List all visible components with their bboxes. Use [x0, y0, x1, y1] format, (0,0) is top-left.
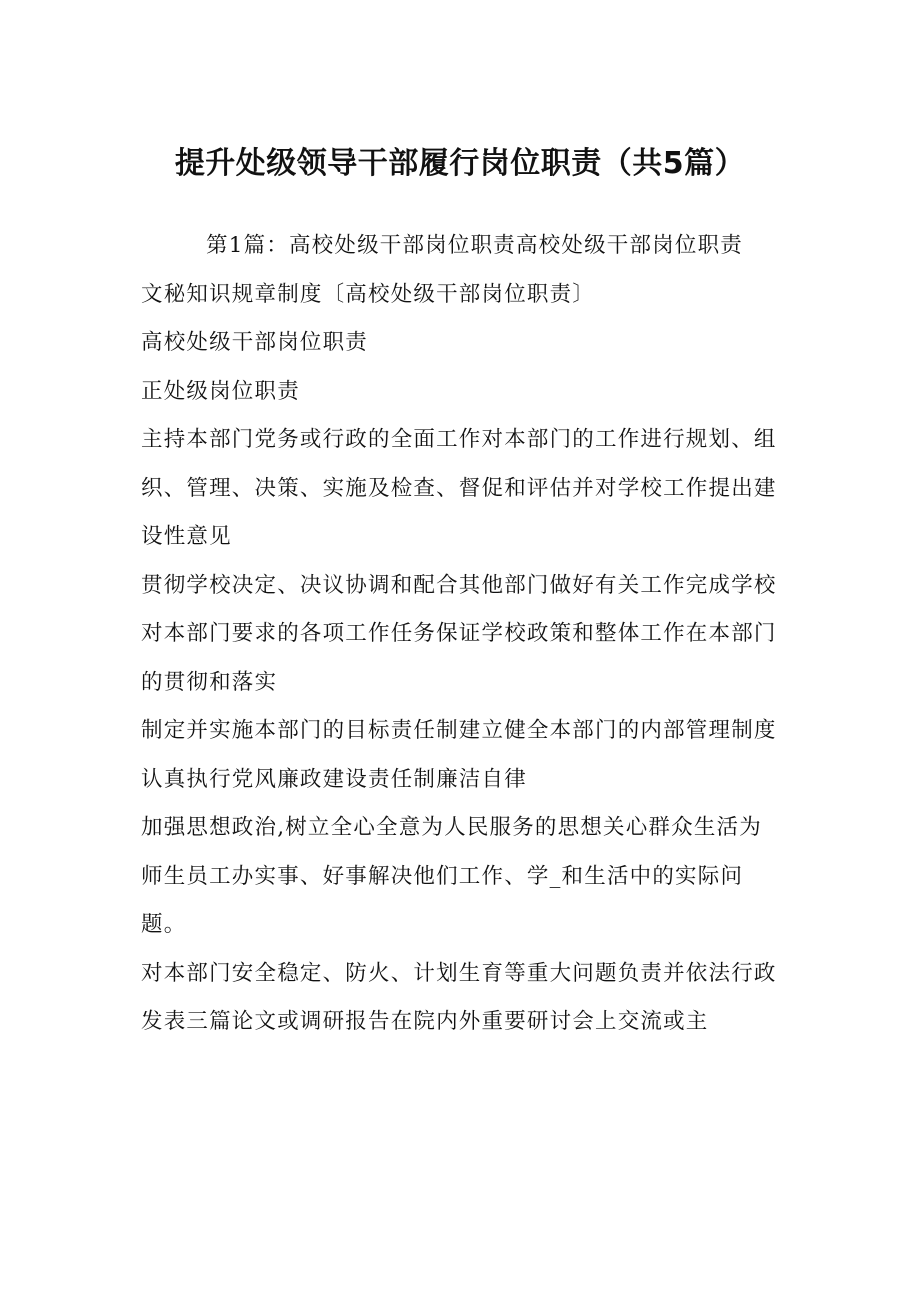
document-body [141, 222, 781, 1047]
paragraph: 贯彻学校决定、决议协调和配合其他部门做好有关工作完成学校对本部门要求的各项工作任务保证学校政策和整体工作在本部门的贯彻和落实 [141, 572, 777, 695]
paragraph: 发表三篇论文或调研报告在院内外重要研讨会上交流或主 [141, 1009, 709, 1034]
paragraph: 制定并实施本部门的目标责任制建立健全本部门的内部管理制度 [141, 718, 777, 743]
paragraph: 正处级岗位职责 [141, 378, 300, 404]
paragraph-chapter-heading: 第1篇：高校处级干部岗位职责高校处级干部岗位职责 [206, 233, 743, 258]
paragraph: 认真执行党风廉政建设责任制廉洁自律 [141, 766, 527, 792]
paragraph: 高校处级干部岗位职责 [141, 330, 369, 355]
paragraph: 加强思想政治,树立全心全意为人民服务的思想关心群众生活为师生员工办实事、好事解决他们工作、学_和生活中的实际问题。 [141, 815, 762, 937]
paragraph: 文秘知识规章制度〔高校处级干部岗位职责〕 [141, 281, 596, 307]
document-title: 提升处级领导干部履行岗位职责（共5篇） [174, 146, 746, 181]
paragraph: 主持本部门党务或行政的全面工作对本部门的工作进行规划、组织、管理、决策、实施及检查、督促和评估并对学校工作提出建设性意见 [141, 427, 777, 549]
paragraph: 对本部门安全稳定、防火、计划生育等重大问题负责并依法行政 [141, 960, 777, 986]
